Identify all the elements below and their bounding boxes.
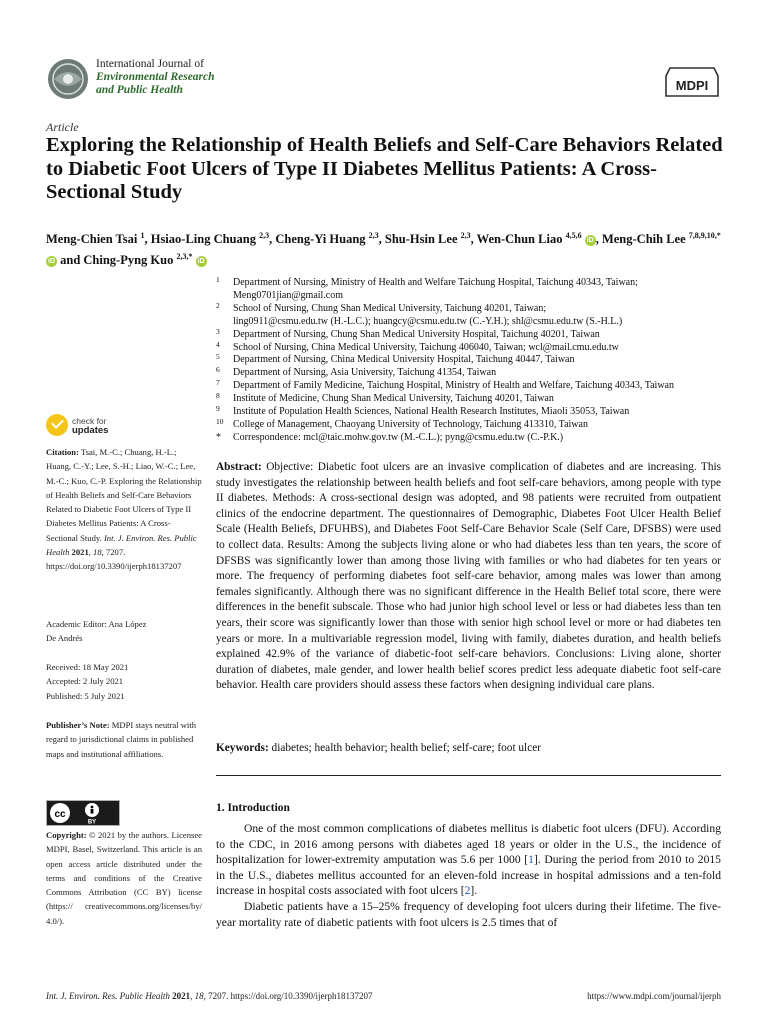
author-affil-sup: 2,3,* [176,252,193,262]
author-affil-sup: 2,3 [259,231,270,240]
check-updates-line1: check for [72,416,107,426]
affiliation-text: Department of Nursing, China Medical University Hospital, Taichung 40447, Taiwan [233,354,575,366]
citation-volume: 18 [93,547,102,558]
published-date: Published: 5 July 2021 [46,690,125,701]
abstract-label: Abstract: [216,461,262,473]
author-affil-sup: 2,3 [460,231,471,240]
paragraph: Diabetic patients have a 15–25% frequency of developing foot ulcers during their lifetime. The five-year mortality rate of diabetic patients with foot ulcers is 2.5 times that of [216,899,721,929]
citation-text: Tsai, M.-C.; Chuang, H.-L.; Huang, C.-Y.; Lee, S.-H.; Liao, W.-C.; Lee, M.-C.; Kuo, C.-P. Exploring the Relationship of Health Beliefs and Self-Care Behaviors Related to Diabetic Foot Ulcers of Type II Diabetes Mellitus Patients: A Cross-Sectional Study. [46,447,202,543]
article-type: Article [46,120,79,134]
footer-volume: 18 [194,991,204,1001]
orcid-icon[interactable]: iD [197,258,205,266]
affiliation-number: 6 [216,365,220,375]
journal-name-line2: Environmental Research [96,71,215,83]
journal-name-line1: International Journal of [96,58,204,70]
check-updates-icon [46,414,68,436]
introduction-body [216,821,721,930]
by-logo-text: BY [87,819,97,826]
affiliation-number: 10 [216,416,224,426]
footer-doi[interactable]: , 7207. https://doi.org/10.3390/ijerph18137207 [203,991,373,1001]
affiliation-email[interactable]: Meng0701jian@gmail.com [233,289,344,301]
publisher-note-text: MDPI stays neutral with regard to jurisdictional claims in published maps and institutional affiliations. [46,720,196,759]
affiliation-number: 3 [216,326,220,336]
footer-citation: Int. J. Environ. Res. Public Health 2021, 18, 7207. https://doi.org/10.3390/ijerph18137207 [46,991,373,1001]
affiliation-text: College of Management, Chaoyang University of Technology, Taichung 413310, Taiwan [233,418,588,430]
paragraph-text: One of the most common complications of diabetes mellitus is diabetic foot ulcers (DFU). According to the CDC, in 2016 among persons with diabetes aged 18 years or older in the U.S., the incidence of hospitalization for lower-extremity amputation was 5.6 per 1000 [ [216,822,721,867]
author-name: Meng-Chien Tsai [46,232,138,247]
academic-editor [46,617,202,646]
author-name: Hsiao-Ling Chuang [150,232,256,247]
publisher-note [46,718,202,761]
abstract-text: Objective: Diabetic foot ulcers are an invasive complication of diabetes and are increasing. This study investigates the relationship between health beliefs and foot self-care behaviors, among people with type II diabetes. Methods: A cross-sectional design was adopted, and 98 patients were recruited from outpatient clinics of the endocrine department. The questionnaires of Demographic, Diabetes Foot Ulcer Health Belief Scale (Health Beliefs, DFUHBS), and Diabetes Foot Self-Care Behavior Scale (Self Care, DFSBS) were used to collect data. Results: Among the subjects living alone or who had diabetes less than ten years, the score of DFSBS was significantly lower than among those living with families or who had diabetes for ten years or more. The frequency of performing diabetes foot self-care behavior, among males was lower than among females significantly. Although there was no significant difference in the Health Belief total score, there were differences in the benefit subscale. Those who had junior high school level or less or had diabetes less than ten years, their score was significantly lower than those with senior high school level or more or had diabetes ten years or more. In a multivariable regression model, living with family, diabetes duration, and health beliefs explained 42.9% of the variance of diabetic-foot self-care behaviors. Conclusions: Living alone, shorter duration of diabetes, male gender, and lower health belief scores predict less adequate diabetic foot self-care behavior. Health care providers should assess these factors when designing individual care plans. [216,461,722,692]
correspondence [216,432,726,445]
paper-title: Exploring the Relationship of Health Beliefs and Self-Care Behaviors Related to Diabetic Foot Ulcers of Type II Diabetes Mellitus Patients: A Cross-Sectional Study [46,134,723,203]
affiliation-text: School of Nursing, Chung Shan Medical University, Taichung 40201, Taiwan; [233,302,547,314]
citation-block: Citation: Tsai, M.-C.; Chuang, H.-L.; Huang, C.-Y.; Lee, S.-H.; Liao, W.-C.; Lee, M.-C.; Kuo, C.-P. Exploring the Relationship of Health Beliefs and Self-Care Behaviors Related to Diabetic Foot Ulcers of Type II Diabetes Mellitus Patients: A Cross-Sectional Study. Int. J. Environ. Res. Public Health 2021, 18, 7207. https://doi.org/10.3390/ijerph18137207 [46,447,202,572]
keywords [216,741,721,757]
citation-doi[interactable]: https://doi.org/10.3390/ijerph18137207 [46,561,182,572]
affiliation-number: 7 [216,378,220,388]
academic-editor-label: Academic Editor: Ana López [46,619,147,629]
mdpi-logo-icon [664,64,720,100]
citation-ref-link[interactable]: 1 [528,853,534,867]
academic-editor-cont: De Andrés [46,633,83,644]
citation-ref-link[interactable]: 2 [464,884,471,898]
citation-year: 2021 [71,547,89,558]
author-list: Meng-Chien Tsai $^1$, Hsiao-Ling Chuang $^{2,3}$, Cheng-Yi Huang $^{2,3}$, Shu-Hsin Lee $^{2,3}$, Wen-Chun Liao $^{4,5,6}$ iD , Meng-Chih Lee $^{7,8,9,10,*}$ iD and Ching-Pyng Kuo $^{2,3,*}$ iD [46,231,721,268]
affiliation-number: 8 [216,391,220,401]
journal-name-line3: and Public Health [96,84,183,96]
affiliation-item [216,406,726,419]
affiliation-email[interactable]: ling0911@csmu.edu.tw (H.-L.C.); huangcy@csmu.edu.tw (C.-Y.H.); shl@csmu.edu.tw (S.-H.L.) [233,315,623,327]
author-affil-sup: 4,5,6 [565,231,582,240]
affiliation-list [216,277,726,445]
affiliation-text: Institute of Medicine, Chung Shan Medical University, Taichung 40201, Taiwan [233,393,554,405]
author-name: Cheng-Yi Huang [275,232,366,247]
author-affil-sup: 1 [140,231,145,240]
affiliation-item [216,380,726,393]
affiliation-number: * [216,431,221,443]
author-affil-sup: 2,3 [368,231,379,240]
copyright-notice [46,828,202,928]
received-date: Received: 18 May 2021 [46,662,129,672]
accepted-date: Accepted: 2 July 2021 [46,676,124,687]
cc-by-license-icon[interactable] [46,800,120,826]
footer-year: 2021 [172,991,191,1001]
author-name: Meng-Chih Lee [601,232,686,247]
keywords-text: diabetes; health behavior; health belief; self-care; foot ulcer [271,742,541,754]
affiliation-item [216,300,726,316]
affiliation-text: Institute of Population Health Sciences, National Health Research Institutes, Miaoli 35053, Taiwan [233,406,630,418]
ijerph-globe-logo-icon [46,57,90,101]
check-updates-line2: updates [72,425,109,436]
footer-journal-url[interactable]: https://www.mdpi.com/journal/ijerph [587,991,721,1001]
affiliation-text: School of Nursing, China Medical University, Taichung 406040, Taiwan; wcl@mail.cmu.edu.tw [233,341,619,353]
affiliation-text: Department of Family Medicine, Taichung Hospital, Ministry of Health and Welfare, Taichung 40343, Taiwan [233,380,674,392]
copyright-label: Copyright: [46,830,87,840]
publisher-note-label: Publisher’s Note: [46,720,110,730]
affiliation-text: Department of Nursing, Ministry of Health and Welfare Taichung Hospital, Taichung 40343, Taiwan; [233,277,638,288]
copyright-text: © 2021 by the authors. Licensee MDPI, Basel, Switzerland. This article is an open access article distributed under the terms and conditions of the Creative Commons Attribution (CC BY) license (https:// creativecommons.org/licenses/by/ 4.0/). [46,830,202,926]
citation-pages: , 7207. [101,547,126,558]
affiliation-item [216,367,726,380]
abstract [216,460,721,694]
publication-dates [46,660,202,703]
affiliation-item [216,326,726,342]
orcid-icon[interactable]: iD [48,258,55,266]
affiliation-item [216,277,726,290]
mdpi-logo-text: MDPI [675,78,709,93]
affiliation-number: 4 [216,339,220,349]
affiliation-item [216,393,726,406]
paragraph-text: ]. During the period from 2010 to 2015 in the U.S., diabetes mellitus accounted for an eleven-fold increase in hospital admissions and a ten-fold increase in hospital costs associated with foot ulcers [ [216,853,721,898]
section-heading: 1. Introduction [216,802,290,814]
affiliation-text: Department of Nursing, Asia University, Taichung 41354, Taiwan [233,367,497,379]
keywords-label: Keywords: [216,742,269,754]
check-for-updates-button[interactable] [46,414,166,440]
footer-journal: Int. J. Environ. Res. Public Health [46,991,170,1001]
author-name: Ching-Pyng Kuo [83,253,174,268]
affiliation-item [216,354,726,367]
author-affil-sup: 7,8,9,10,* [688,231,721,240]
cc-logo-text: cc [54,809,66,820]
citation-journal: Int. J. Environ. Res. Public Health [46,532,197,558]
section-divider [216,775,721,776]
author-conjunction: and [60,253,81,268]
affiliation-number: 1 [216,275,220,284]
paragraph-text: ]. [470,884,478,898]
affiliation-number: 9 [216,404,220,414]
citation-label: Citation: [46,447,79,457]
orcid-icon[interactable]: iD [586,237,594,245]
affiliation-item [216,339,726,355]
paragraph [216,821,721,899]
affiliation-number: 2 [216,300,220,310]
journal-name [96,58,316,97]
author-name: Shu-Hsin Lee [384,232,458,247]
affiliation-text: Department of Nursing, Chung Shan Medical University Hospital, Taichung 40201, Taiwan [233,328,600,340]
affiliation-text: Correspondence: mcl@taic.mohw.gov.tw (M.-C.L.); pyng@csmu.edu.tw (C.-P.K.) [233,431,564,443]
affiliation-number: 5 [216,352,220,362]
affiliation-item [216,416,726,432]
author-name: Wen-Chun Liao [476,232,563,247]
